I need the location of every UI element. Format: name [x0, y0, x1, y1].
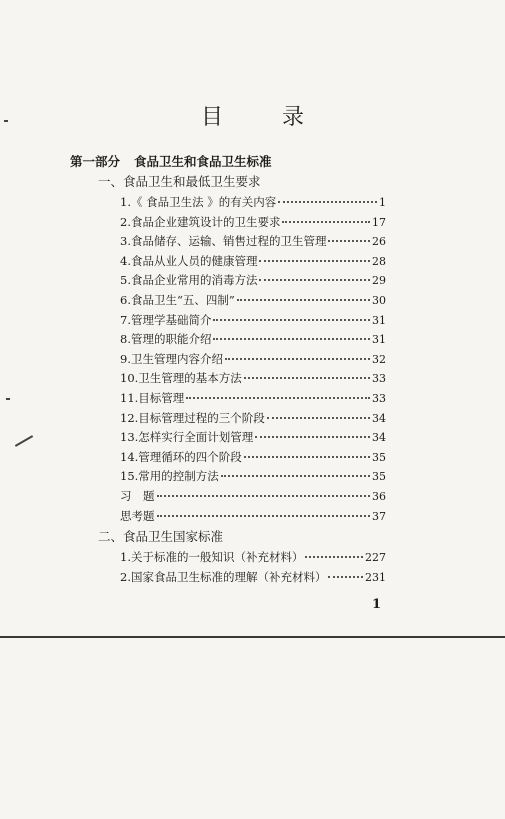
toc-entry-page: 30 [372, 294, 386, 307]
toc-entry-label: 2.国家食品卫生标准的理解（补充材料） [120, 569, 327, 584]
toc-entry-page: 28 [372, 254, 386, 268]
toc-entry-page: 17 [372, 215, 386, 229]
dot-leader [278, 191, 377, 203]
toc-entry-page: 34 [372, 411, 386, 425]
toc-entry [120, 449, 386, 465]
toc-entry-page: 1 [379, 196, 386, 209]
toc-entry [120, 272, 386, 288]
toc-entry-page: 33 [372, 372, 386, 386]
toc-entry [120, 429, 386, 445]
toc-entry-page: 33 [372, 392, 386, 405]
toc-entry-label: 思考题 [120, 508, 155, 523]
dot-leader [225, 348, 370, 360]
toc-entry-label: 14.管理循环的四个阶段 [120, 449, 242, 464]
dot-leader [237, 289, 370, 301]
toc-entry [120, 233, 386, 249]
part-heading [70, 152, 272, 170]
toc-entry [120, 468, 386, 484]
toc-entry-label: 9.卫生管理内容介绍 [120, 351, 223, 366]
toc-entry-label: 10.卫生管理的基本方法 [120, 371, 242, 386]
toc-entry-label: 5.食品企业常用的消毒方法 [120, 273, 258, 288]
toc-entry [120, 253, 386, 269]
section-heading: 一、食品卫生和最低卫生要求 [98, 174, 261, 189]
dot-leader [213, 309, 370, 321]
toc-entry-label: 15.常用的控制方法 [120, 469, 219, 484]
toc-entry-label: 12.目标管理过程的三个阶段 [120, 410, 265, 425]
toc-entry [120, 549, 386, 565]
toc-entry-page: 26 [372, 235, 386, 249]
section-heading: 二、食品卫生国家标准 [98, 529, 224, 544]
toc-entry [120, 331, 386, 347]
scan-mark [4, 120, 8, 122]
toc-entry [120, 569, 386, 585]
scan-mark [15, 435, 33, 447]
dot-leader [157, 505, 371, 517]
toc-entry-page: 35 [372, 450, 386, 464]
toc-entry-page: 37 [372, 509, 386, 523]
part-name: 食品卫生和食品卫生标准 [134, 154, 272, 169]
part-number: 第一部分 [70, 154, 121, 169]
toc-entry [120, 370, 386, 386]
dot-leader [186, 387, 370, 399]
dot-leader [305, 546, 363, 558]
dot-leader [259, 250, 370, 262]
toc-entry [120, 194, 386, 210]
toc-entry-label: 6.食品卫生“五、四制” [120, 293, 235, 307]
dot-leader [328, 230, 370, 242]
toc-entry-page: 32 [372, 352, 386, 366]
toc-entry-label: 1.关于标准的一般知识（补充材料） [120, 550, 304, 564]
toc-entry-label: 2.食品企业建筑设计的卫生要求 [120, 214, 281, 229]
dot-leader [157, 485, 371, 497]
toc-entry-page: 36 [372, 490, 386, 503]
toc-entry-label: 1.《 食品卫生法 》的有关内容 [120, 195, 277, 209]
bottom-rule [0, 636, 505, 638]
toc-entry-page: 34 [372, 431, 386, 445]
toc-entry-label: 8.管理的职能介绍 [120, 332, 212, 347]
dot-leader [328, 566, 363, 578]
toc-entry-page: 231 [365, 570, 386, 584]
toc-entry [120, 351, 386, 367]
toc-entry-label: 3.食品储存、运输、销售过程的卫生管理 [120, 234, 327, 249]
page-title: 目 录 [201, 105, 330, 130]
dot-leader [221, 465, 370, 477]
toc-entry [120, 410, 386, 426]
toc-entry [120, 488, 386, 504]
dot-leader [282, 211, 370, 223]
toc-entry-label: 11.目标管理 [120, 391, 185, 405]
toc-entry-label: 习 题 [120, 489, 155, 503]
toc-entry [120, 214, 386, 230]
dot-leader [267, 407, 370, 419]
toc-entry-label: 4.食品从业人员的健康管理 [120, 253, 258, 268]
toc-entry-page: 35 [372, 470, 386, 484]
toc-entry-page: 31 [372, 313, 386, 327]
toc-entry-page: 29 [372, 274, 386, 288]
dot-leader [255, 426, 370, 438]
dot-leader [213, 328, 370, 340]
dot-leader [244, 446, 370, 458]
page-number: 1 [372, 597, 382, 612]
toc-entry [120, 390, 386, 406]
toc-entry-page: 227 [365, 551, 386, 564]
toc-entry-page: 31 [372, 333, 386, 347]
toc-entry [120, 312, 386, 328]
toc-entry [120, 508, 386, 524]
dot-leader [259, 269, 370, 281]
toc-entry-label: 7.管理学基础简介 [120, 312, 212, 327]
toc-entry [120, 292, 386, 308]
scan-mark [6, 398, 10, 400]
toc-entry-label: 13.怎样实行全面计划管理 [120, 430, 254, 445]
dot-leader [244, 367, 370, 379]
